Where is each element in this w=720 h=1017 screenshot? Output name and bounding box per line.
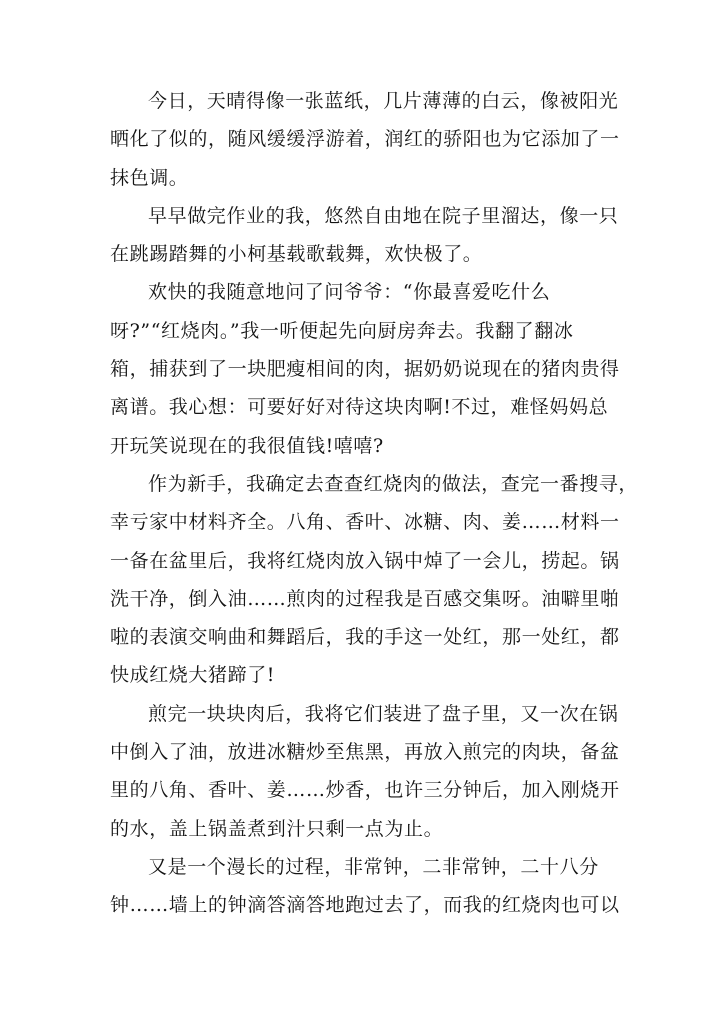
paragraph-4	[110, 465, 639, 695]
document-body	[110, 82, 639, 925]
text-line: 洗干净，倒入油……煎肉的过程我是百感交集呀。油噼里啪	[110, 587, 620, 610]
text-line: 幸亏家中材料齐全。八角、香叶、冰糖、肉、姜……材料一	[110, 511, 620, 534]
text-line: 作为新手，我确定去查查红烧肉的做法，查完一番搜寻，	[148, 472, 639, 495]
paragraph-1	[110, 82, 620, 197]
text-line: 抹色调。	[110, 166, 189, 189]
text-line: 呀?”“红烧肉。”我一听便起先向厨房奔去。我翻了翻冰	[110, 319, 574, 342]
text-line: 今日，天晴得像一张蓝纸，几片薄薄的白云，像被阳光	[148, 90, 619, 112]
text-line: 煎完一块块肉后，我将它们装进了盘子里，又一次在锅	[148, 702, 619, 725]
paragraph-5	[110, 695, 620, 848]
text-line: 中倒入了油，放进冰糖炒至焦黑，再放入煎完的肉块，备盆	[110, 741, 620, 764]
text-line: 啦的表演交响曲和舞蹈后，我的手这一处红，那一处红，都	[110, 626, 620, 649]
text-line: 晒化了似的，随风缓缓浮游着，润红的骄阳也为它添加了一	[110, 128, 620, 151]
text-line: 在跳踢踏舞的小柯基载歌载舞，欢快极了。	[110, 243, 483, 266]
text-line: 又是一个漫长的过程，非常钟，二非常钟，二十八分	[148, 855, 599, 878]
text-line: 快成红烧大猪蹄了!	[110, 664, 276, 687]
paragraph-2	[110, 197, 619, 274]
text-line: 箱，捕获到了一块肥瘦相间的肉，据奶奶说现在的猪肉贵得	[110, 358, 620, 381]
text-line: 早早做完作业的我，悠然自由地在院子里溜达，像一只	[148, 204, 619, 227]
text-line: 里的八角、香叶、姜……炒香，也许三分钟后，加入刚烧开	[110, 779, 620, 802]
text-line: 离谱。我心想：可要好好对待这块肉啊!不过，难怪妈妈总	[110, 396, 609, 419]
text-line: 一备在盆里后，我将红烧肉放入锅中焯了一会儿，捞起。锅	[110, 549, 620, 572]
text-line: 开玩笑说现在的我很值钱!嘻嘻?	[110, 434, 384, 457]
paragraph-3	[110, 273, 620, 464]
text-line: 钟……墙上的钟滴答滴答地跑过去了，而我的红烧肉也可以	[110, 894, 620, 917]
text-line: 的水，盖上锅盖煮到汁只剩一点为止。	[110, 817, 444, 840]
text-line: 欢快的我随意地问了问爷爷：“你最喜爱吃什么	[148, 281, 551, 304]
paragraph-6	[110, 848, 620, 925]
